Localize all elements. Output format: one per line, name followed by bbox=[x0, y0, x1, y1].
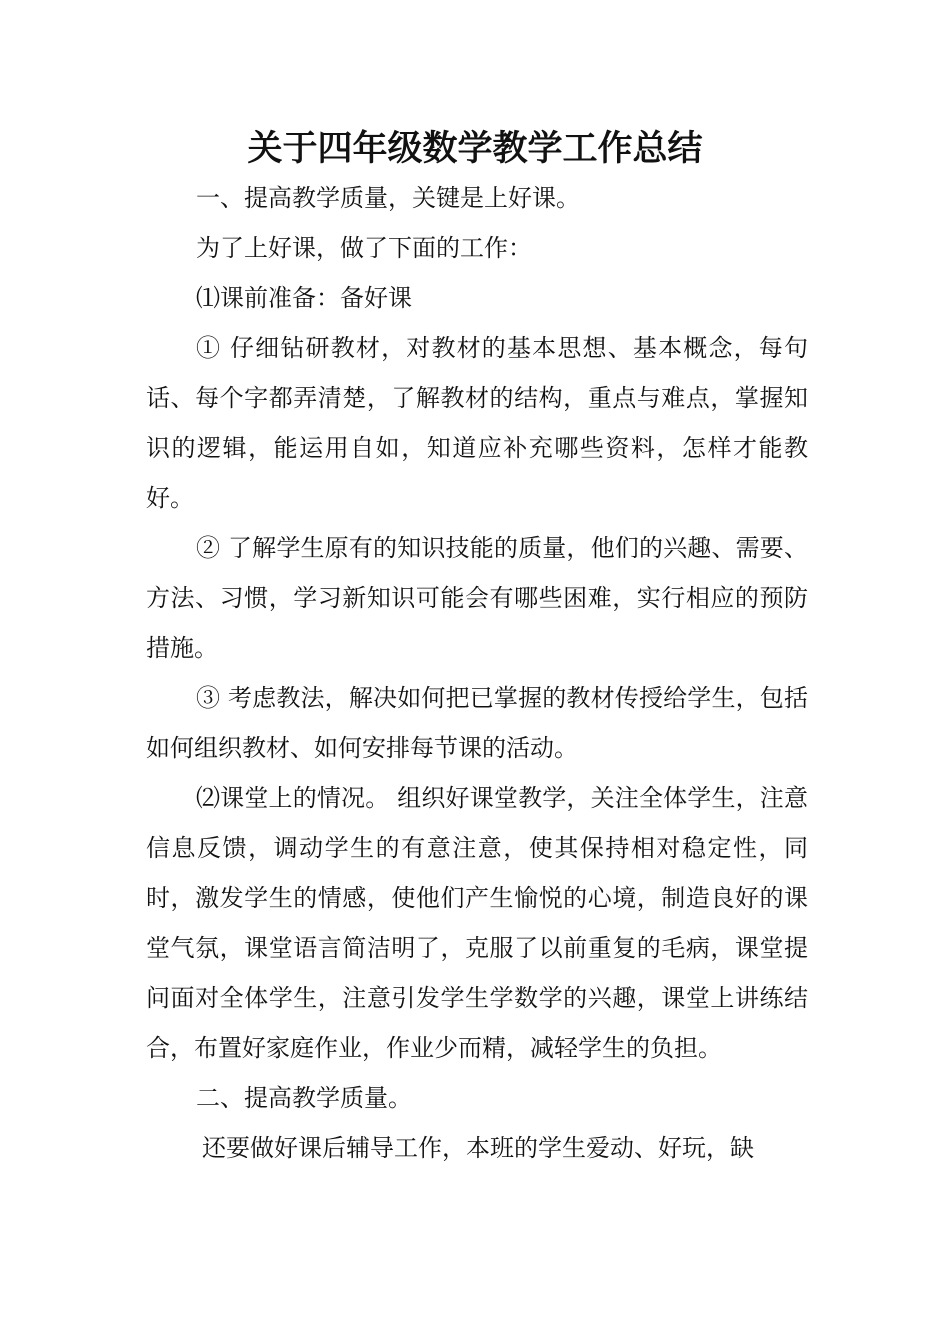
paragraph-item-1: ① 仔细钻研教材，对教材的基本思想、基本概念，每句话、每个字都弄清楚，了解教材的结构，重点与难点，掌握知识的逻辑，能运用自如，知道应补充哪些资料，怎样才能教好。 bbox=[146, 334, 808, 512]
document-title: 关于四年级数学教学工作总结 bbox=[247, 129, 703, 169]
paragraph-item-3: ③ 考虑教法，解决如何把已掌握的教材传授给学生，包括如何组织教材、如何安排每节课的活动。 bbox=[146, 684, 808, 762]
paragraph-preparation-heading: ⑴课前准备：备好课 bbox=[196, 284, 412, 312]
paragraph-item-2: ② 了解学生原有的知识技能的质量，他们的兴趣、需要、方法、习惯，学习新知识可能会有哪些困难，实行相应的预防措施。 bbox=[146, 534, 808, 662]
paragraph-section-two-heading: 二、提高教学质量。 bbox=[196, 1084, 412, 1112]
document-body bbox=[146, 173, 808, 1173]
paragraph-classroom: ⑵课堂上的情况。 组织好课堂教学，关注全体学生，注意信息反馈，调动学生的有意注意，使其保持相对稳定性，同时，激发学生的情感，使他们产生愉悦的心境，制造良好的课堂气氛，课堂语言简洁明了，克服了以前重复的毛病，课堂提问面对全体学生，注意引发学生学数学的兴趣，课堂上讲练结合，布置好家庭作业，作业少而精，减轻学生的负担。 bbox=[146, 784, 808, 1062]
paragraph-intro: 为了上好课，做了下面的工作： bbox=[196, 234, 532, 262]
paragraph-after-class: 还要做好课后辅导工作，本班的学生爱动、好玩，缺 bbox=[202, 1134, 754, 1162]
paragraph-section-one-heading: 一、提高教学质量，关键是上好课。 bbox=[196, 184, 580, 212]
